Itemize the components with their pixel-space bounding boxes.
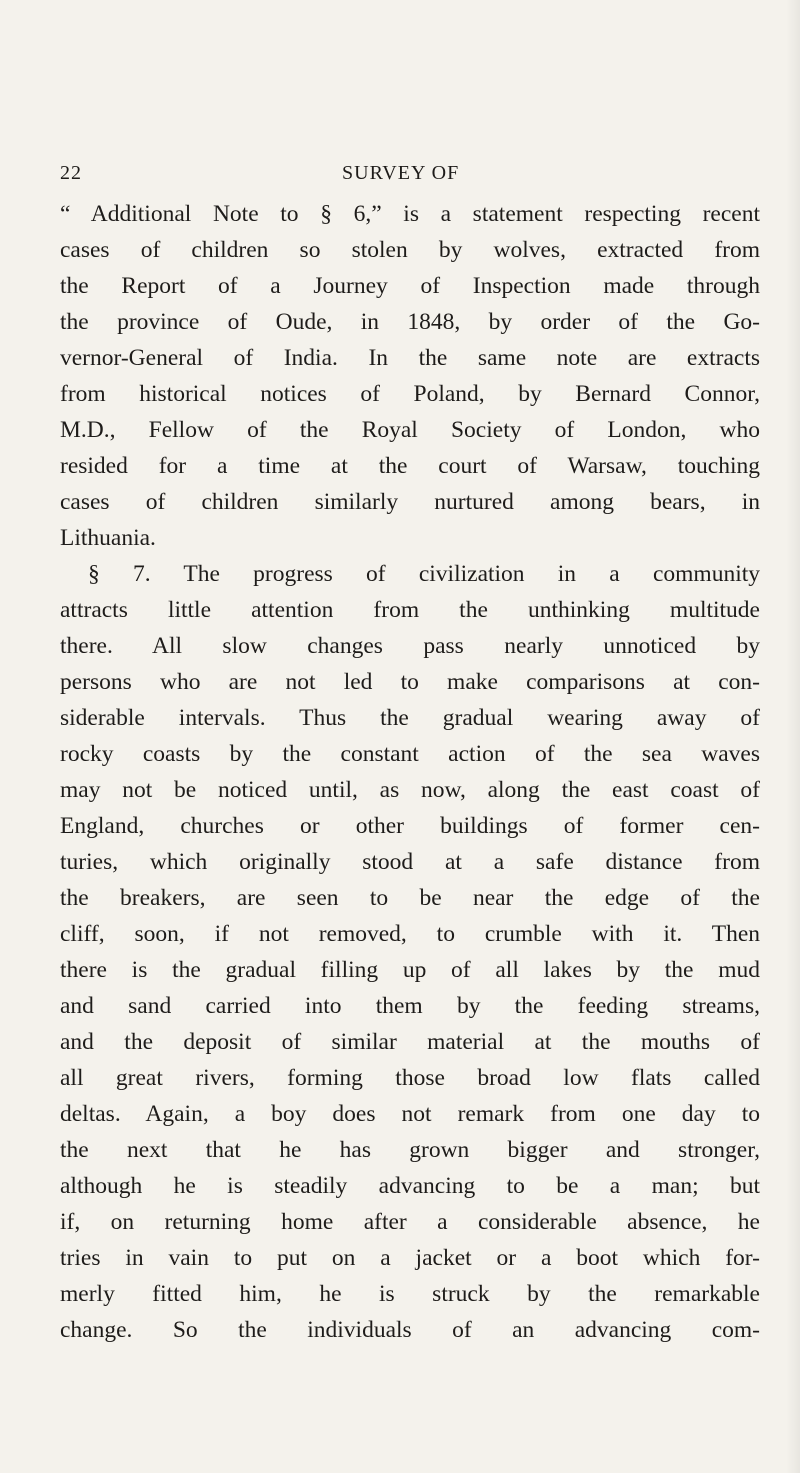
text-line: tries in vain to put on a jacket or a boot which for-	[60, 1245, 760, 1271]
text-line: rocky coasts by the constant action of the sea waves	[60, 741, 760, 767]
text-line: deltas. Again, a boy does not remark from one day to	[60, 1101, 760, 1127]
text-line: merly fitted him, he is struck by the remarkable	[60, 1281, 760, 1307]
text-line: siderable intervals. Thus the gradual wearing away of	[60, 705, 760, 731]
running-head	[60, 162, 800, 192]
paragraph-end-line: Lithuania.	[60, 525, 156, 551]
text-line: England, churches or other buildings of former cen-	[60, 813, 760, 839]
section-7-start-line: § 7. The progress of civilization in a community	[88, 561, 760, 587]
text-line: cases of children similarly nurtured among bears, in	[60, 489, 760, 515]
text-line: attracts little attention from the unthinking multitude	[60, 597, 760, 623]
text-line: turies, which originally stood at a safe distance from	[60, 849, 760, 875]
text-line: the breakers, are seen to be near the edge of the	[60, 885, 760, 911]
text-line: the Report of a Journey of Inspection made through	[60, 273, 760, 299]
text-line: there is the gradual filling up of all lakes by the mud	[60, 957, 760, 983]
text-line: all great rivers, forming those broad low flats called	[60, 1065, 760, 1091]
text-line: although he is steadily advancing to be a man; but	[60, 1173, 760, 1199]
text-line: if, on returning home after a considerable absence, he	[60, 1209, 760, 1235]
text-line: resided for a time at the court of Warsaw, touching	[60, 453, 760, 479]
text-line: the province of Oude, in 1848, by order of the Go-	[60, 309, 760, 335]
text-line: from historical notices of Poland, by Bernard Connor,	[60, 381, 760, 407]
text-line: persons who are not led to make comparisons at con-	[60, 669, 760, 695]
text-line: vernor-General of India. In the same note are extracts	[60, 345, 760, 371]
text-line: there. All slow changes pass nearly unnoticed by	[60, 633, 760, 659]
text-line: the next that he has grown bigger and stronger,	[60, 1137, 760, 1163]
text-line: M.D., Fellow of the Royal Society of London, who	[60, 417, 760, 443]
body-text	[60, 196, 760, 1348]
running-title: SURVEY OF	[342, 162, 460, 184]
text-line: and sand carried into them by the feeding streams,	[60, 993, 760, 1019]
text-line: may not be noticed until, as now, along the east coast of	[60, 777, 760, 803]
text-line: and the deposit of similar material at the mouths of	[60, 1029, 760, 1055]
page-edge-shadow	[786, 0, 800, 1473]
text-line: change. So the individuals of an advancing com-	[60, 1317, 760, 1343]
text-line: cliff, soon, if not removed, to crumble with it. Then	[60, 921, 760, 947]
text-line: “ Additional Note to § 6,” is a statement respecting recent	[60, 201, 760, 227]
page-number: 22	[60, 162, 82, 184]
text-line: cases of children so stolen by wolves, extracted from	[60, 237, 760, 263]
